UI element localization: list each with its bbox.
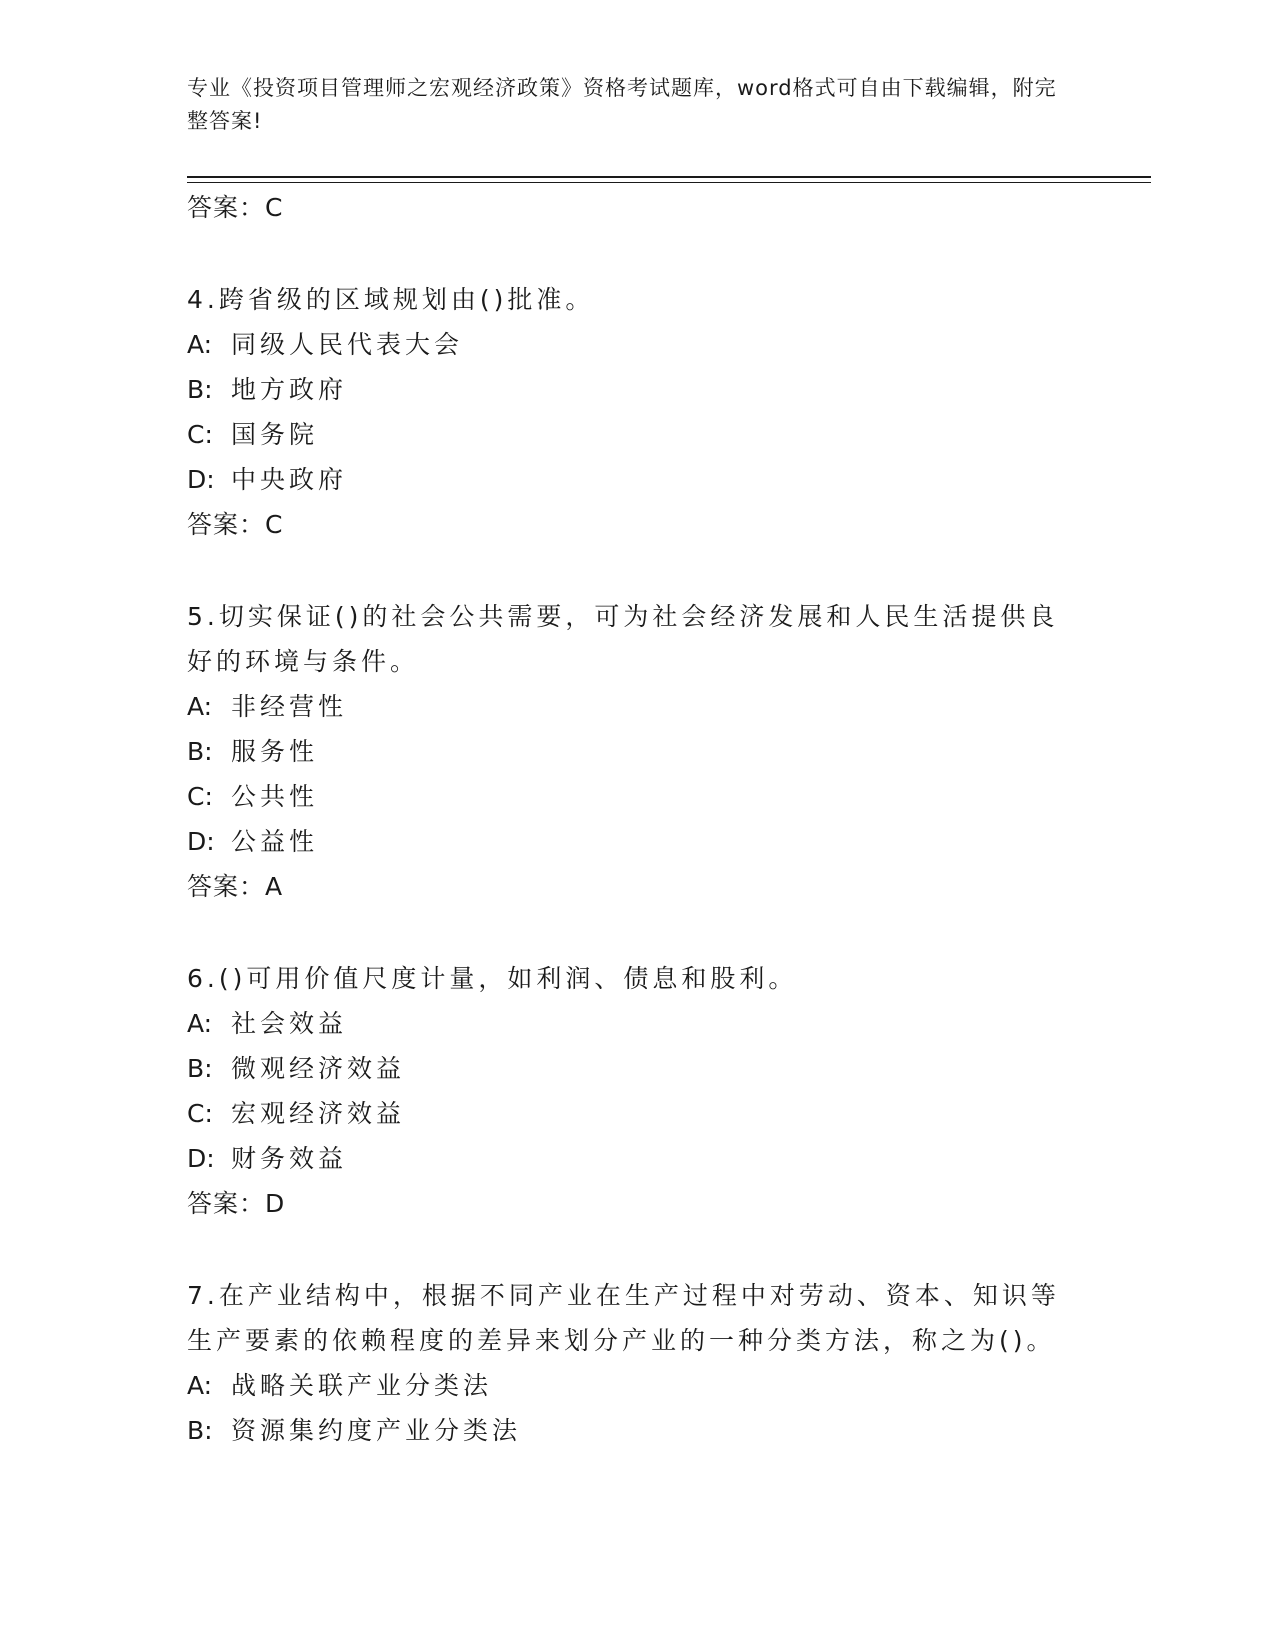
question-7-option-b xyxy=(187,1416,521,1446)
question-7-stem-line1: 7.在产业结构中，根据不同产业在生产过程中对劳动、资本、知识等 xyxy=(187,1281,1060,1310)
option-letter: A: xyxy=(187,1009,213,1038)
question-5-option-b xyxy=(187,737,318,767)
document-header: 专业《投资项目管理师之宏观经济政策》资格考试题库，word格式可自由下载编辑，附完整答案! xyxy=(187,76,1057,133)
option-letter: D: xyxy=(187,827,215,856)
question-7-option-a xyxy=(187,1371,492,1401)
option-text: 非经营性 xyxy=(231,692,348,721)
question-6-option-c xyxy=(187,1099,405,1129)
answer-q5: 答案：A xyxy=(187,872,284,901)
question-5-option-d xyxy=(187,827,318,857)
question-5-stem-line1: 5.切实保证()的社会公共需要，可为社会经济发展和人民生活提供良 xyxy=(187,602,1059,631)
option-letter: C: xyxy=(187,420,213,449)
option-text: 宏观经济效益 xyxy=(231,1099,406,1128)
question-6-option-a xyxy=(187,1009,347,1039)
option-text: 国务院 xyxy=(231,420,319,449)
option-text: 公共性 xyxy=(231,782,319,811)
question-6-option-b xyxy=(187,1054,405,1084)
option-text: 服务性 xyxy=(231,737,319,766)
option-letter: D: xyxy=(187,465,215,494)
question-4-option-c xyxy=(187,420,318,450)
option-text: 同级人民代表大会 xyxy=(231,330,464,359)
question-5-option-c xyxy=(187,782,318,812)
option-letter: B: xyxy=(187,375,213,404)
answer-q4: 答案：C xyxy=(187,510,284,539)
question-4-option-a xyxy=(187,330,463,360)
header-divider-thick xyxy=(187,176,1151,178)
answer-prev: 答案：C xyxy=(187,193,284,222)
question-5-option-a xyxy=(187,692,347,722)
option-letter: D: xyxy=(187,1144,215,1173)
option-letter: A: xyxy=(187,692,213,721)
option-text: 微观经济效益 xyxy=(231,1054,406,1083)
option-letter: B: xyxy=(187,737,213,766)
option-letter: A: xyxy=(187,330,213,359)
option-text: 财务效益 xyxy=(231,1144,348,1173)
option-text: 资源集约度产业分类法 xyxy=(231,1416,522,1445)
option-letter: C: xyxy=(187,1099,213,1128)
question-4-option-b xyxy=(187,375,347,405)
option-text: 公益性 xyxy=(231,827,319,856)
option-text: 中央政府 xyxy=(231,465,348,494)
option-text: 战略关联产业分类法 xyxy=(231,1371,493,1400)
option-letter: A: xyxy=(187,1371,213,1400)
question-6-stem: 6.()可用价值尺度计量，如利润、债息和股利。 xyxy=(187,964,798,993)
question-4-option-d xyxy=(187,465,347,495)
question-6-option-d xyxy=(187,1144,347,1174)
question-5-stem-line2: 好的环境与条件。 xyxy=(187,647,420,676)
option-text: 社会效益 xyxy=(231,1009,348,1038)
question-7-stem-line2: 生产要素的依赖程度的差异来划分产业的一种分类方法，称之为()。 xyxy=(187,1326,1056,1355)
answer-q6: 答案：D xyxy=(187,1189,286,1218)
question-4-stem: 4.跨省级的区域规划由()批准。 xyxy=(187,285,595,314)
option-letter: C: xyxy=(187,782,213,811)
option-letter: B: xyxy=(187,1416,213,1445)
header-divider-thin xyxy=(187,182,1151,183)
option-text: 地方政府 xyxy=(231,375,348,404)
option-letter: B: xyxy=(187,1054,213,1083)
